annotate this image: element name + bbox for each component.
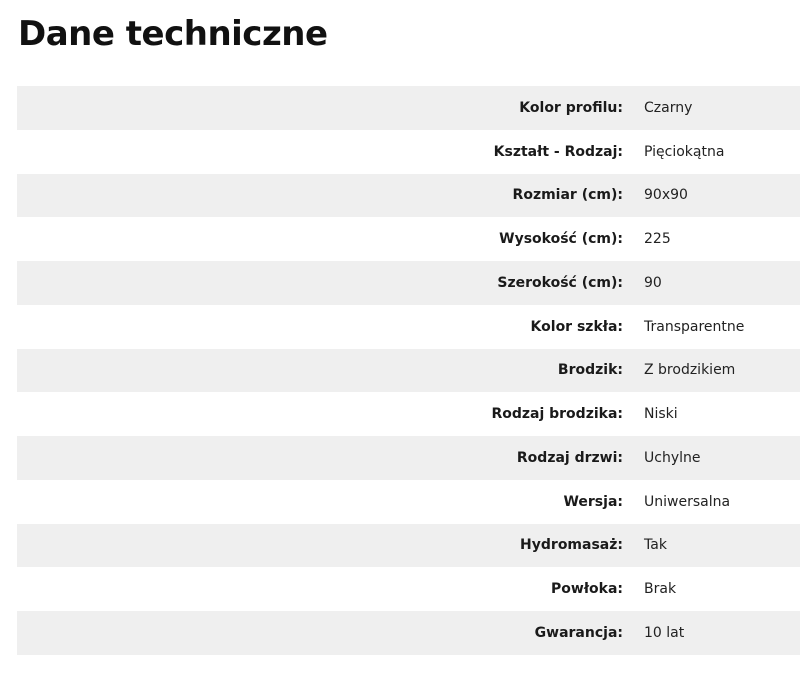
spec-label: Kolor szkła:: [17, 305, 623, 349]
spec-row-rodzaj-brodzika: [17, 392, 800, 436]
spec-value: 90x90: [623, 174, 800, 218]
spec-value: Uchylne: [623, 436, 800, 480]
spec-row-hydromasaz: [17, 524, 800, 568]
spec-row-kolor-profilu: [17, 86, 800, 130]
spec-value: Tak: [623, 524, 800, 568]
spec-row-ksztalt-rodzaj: [17, 130, 800, 174]
spec-label: Gwarancja:: [17, 611, 623, 655]
spec-label: Wysokość (cm):: [17, 217, 623, 261]
page-title: Dane techniczne: [18, 14, 328, 54]
spec-row-gwarancja: [17, 611, 800, 655]
spec-value: 10 lat: [623, 611, 800, 655]
spec-row-powloka: [17, 567, 800, 611]
spec-row-rodzaj-drzwi: [17, 436, 800, 480]
spec-value: Czarny: [623, 86, 800, 130]
spec-label: Rodzaj drzwi:: [17, 436, 623, 480]
spec-value: Z brodzikiem: [623, 349, 800, 393]
spec-row-brodzik: [17, 349, 800, 393]
spec-label: Kształt - Rodzaj:: [17, 130, 623, 174]
spec-label: Kolor profilu:: [17, 86, 623, 130]
spec-value: Uniwersalna: [623, 480, 800, 524]
spec-label: Brodzik:: [17, 349, 623, 393]
spec-row-wersja: [17, 480, 800, 524]
spec-label: Powłoka:: [17, 567, 623, 611]
spec-label: Rozmiar (cm):: [17, 174, 623, 218]
spec-value: Niski: [623, 392, 800, 436]
spec-value: Pięciokątna: [623, 130, 800, 174]
spec-value: Transparentne: [623, 305, 800, 349]
spec-label: Hydromasaż:: [17, 524, 623, 568]
spec-row-rozmiar: [17, 174, 800, 218]
spec-value: 225: [623, 217, 800, 261]
spec-row-wysokosc: [17, 217, 800, 261]
spec-value: 90: [623, 261, 800, 305]
spec-row-kolor-szkla: [17, 305, 800, 349]
spec-row-szerokosc: [17, 261, 800, 305]
spec-label: Szerokość (cm):: [17, 261, 623, 305]
spec-label: Wersja:: [17, 480, 623, 524]
spec-label: Rodzaj brodzika:: [17, 392, 623, 436]
spec-value: Brak: [623, 567, 800, 611]
spec-table: [17, 86, 800, 655]
